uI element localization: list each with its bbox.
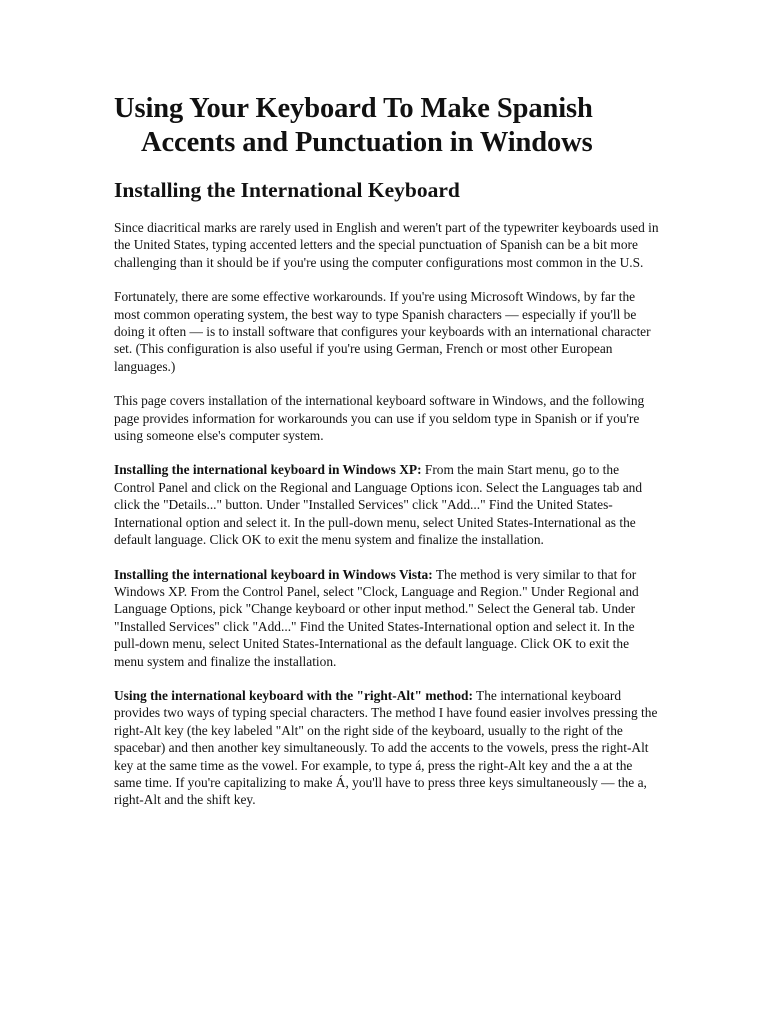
- paragraph-text: The international keyboard provides two ways of typing special characters. The method I have found easier involves pressing the right-Alt key (the key labeled "Alt" on the right side of the keyboard, usually to the right of the spacebar) and then another key simultaneously. To add the accents to the vowels, press the right-Alt key at the same time as the vowel. For example, to type á, press the right-Alt key and the a at the same time. If you're capitalizing to make Á, you'll have to press three keys simultaneously — the a, right-Alt and the shift key.: [114, 687, 658, 808]
- paragraph-right-alt-method: [114, 687, 660, 809]
- paragraph-text: The method is very similar to that for Windows XP. From the Control Panel, select "Clock, Language and Region." Under Regional and Language Options, pick "Change keyboard or other input method." Select the General tab. Under "Installed Services" click "Add..." Find the United States-International option and select it. In the pull-down menu, select United States-International as the default language. Click OK to exit the menu system and finalize the installation.: [114, 566, 639, 669]
- paragraph-windows-vista: [114, 566, 660, 670]
- paragraph-workarounds: [114, 288, 660, 375]
- paragraph-intro: [114, 219, 660, 271]
- paragraph-lead: Using the international keyboard with the "right-Alt" method:: [114, 687, 473, 703]
- title-line-1: Using Your Keyboard To Make Spanish: [114, 93, 593, 124]
- document-body: [114, 219, 660, 826]
- paragraph-windows-xp: [114, 461, 660, 548]
- paragraph-lead: Installing the international keyboard in Windows XP:: [114, 462, 422, 478]
- section-heading: Installing the International Keyboard: [114, 178, 460, 202]
- title-line-2: Accents and Punctuation in Windows: [141, 127, 593, 158]
- paragraph-text: Since diacritical marks are rarely used in English and weren't part of the typewriter keyboards used in the United States, typing accented letters and the special punctuation of Spanish can be a bit more challenging than it should be if you're using the computer configurations most common in the U.S.: [114, 220, 659, 270]
- paragraph-text: This page covers installation of the international keyboard software in Windows, and the following page provides information for workarounds you can use if you seldom type in Spanish or if you're using someone else's computer system.: [114, 393, 645, 444]
- paragraph-lead: Installing the international keyboard in Windows Vista:: [114, 566, 433, 582]
- paragraph-text: Fortunately, there are some effective workarounds. If you're using Microsoft Windows, by far the most common operating system, the best way to type Spanish characters — especially if you'll be doing it often — is to install software that configures your keyboards with an international character set. (This configuration is also useful if you're using German, French or most other European languages.): [114, 289, 651, 374]
- page-title: [114, 92, 654, 160]
- paragraph-page-scope: [114, 392, 660, 444]
- paragraph-text: From the main Start menu, go to the Control Panel and click on the Regional and Language Options icon. Select the Languages tab and click the "Details..." button. Under "Installed Services" click "Add..." Find the United States-International option and select it. In the pull-down menu, select United States-International as the default language. Click OK to exit the menu system and finalize the installation.: [114, 462, 643, 548]
